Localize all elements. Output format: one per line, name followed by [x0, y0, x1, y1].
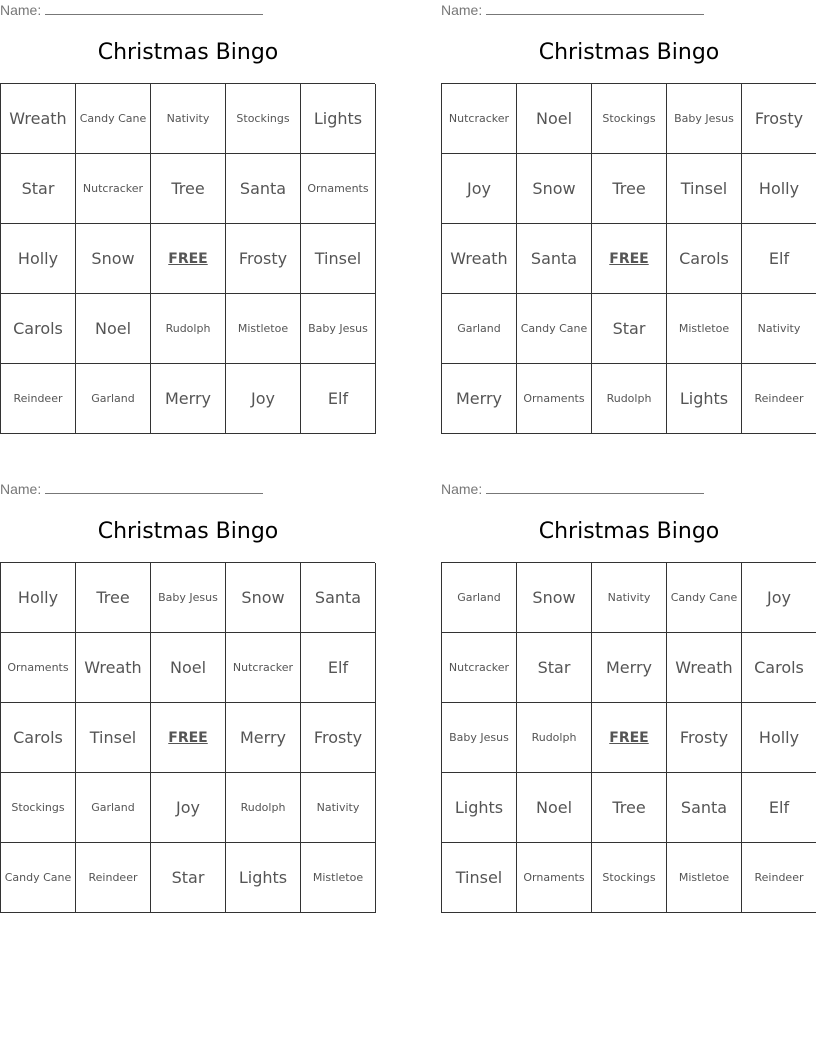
name-line: [441, 480, 704, 497]
bingo-cell: Stockings: [1, 773, 76, 843]
bingo-cell: Noel: [151, 633, 226, 703]
bingo-cell: Frosty: [226, 224, 301, 294]
bingo-cell: Holly: [742, 154, 816, 224]
name-label: Name:: [0, 481, 42, 497]
bingo-cell: Carols: [1, 294, 76, 364]
bingo-cell: Wreath: [442, 224, 517, 294]
bingo-grid: [441, 562, 816, 913]
bingo-cell: Star: [592, 294, 667, 364]
bingo-cell: Frosty: [742, 84, 816, 154]
bingo-cell: Baby Jesus: [151, 563, 226, 633]
card-title: Christmas Bingo: [538, 40, 720, 65]
bingo-cell: Nativity: [742, 294, 816, 364]
bingo-cell: Baby Jesus: [667, 84, 742, 154]
bingo-cell: Merry: [226, 703, 301, 773]
bingo-cell: Lights: [667, 364, 742, 434]
bingo-cell: Holly: [1, 563, 76, 633]
bingo-cell: Frosty: [301, 703, 376, 773]
name-line: [0, 480, 263, 497]
bingo-cell: Santa: [667, 773, 742, 843]
bingo-cell: Snow: [517, 154, 592, 224]
bingo-card: [441, 0, 816, 436]
free-space-cell: FREE: [151, 224, 226, 294]
bingo-cell: Lights: [301, 84, 376, 154]
bingo-cell: Candy Cane: [76, 84, 151, 154]
bingo-cell: Joy: [151, 773, 226, 843]
bingo-cell: Ornaments: [517, 843, 592, 913]
bingo-cell: Garland: [442, 563, 517, 633]
name-blank: [486, 1, 704, 15]
free-space-cell: FREE: [592, 224, 667, 294]
bingo-cell: Tinsel: [301, 224, 376, 294]
bingo-cell: Stockings: [592, 843, 667, 913]
bingo-cell: Nativity: [151, 84, 226, 154]
bingo-cell: Tinsel: [442, 843, 517, 913]
bingo-cell: Elf: [301, 633, 376, 703]
bingo-cell: Lights: [442, 773, 517, 843]
bingo-cell: Ornaments: [517, 364, 592, 434]
bingo-cell: Candy Cane: [1, 843, 76, 913]
bingo-cell: Tree: [592, 773, 667, 843]
name-line: [441, 1, 704, 18]
bingo-cell: Joy: [226, 364, 301, 434]
bingo-cell: Santa: [301, 563, 376, 633]
bingo-cell: Ornaments: [1, 633, 76, 703]
name-blank: [45, 480, 263, 494]
bingo-cell: Star: [151, 843, 226, 913]
bingo-grid: [0, 83, 375, 434]
bingo-cell: Noel: [517, 84, 592, 154]
bingo-card: [441, 479, 816, 915]
bingo-cell: Santa: [517, 224, 592, 294]
name-label: Name:: [441, 481, 483, 497]
card-title: Christmas Bingo: [538, 519, 720, 544]
bingo-grid: [441, 83, 816, 434]
bingo-cell: Candy Cane: [517, 294, 592, 364]
name-label: Name:: [441, 2, 483, 18]
bingo-cell: Merry: [592, 633, 667, 703]
bingo-cell: Lights: [226, 843, 301, 913]
bingo-cell: Ornaments: [301, 154, 376, 224]
bingo-cell: Nutcracker: [76, 154, 151, 224]
bingo-cell: Wreath: [667, 633, 742, 703]
bingo-cell: Noel: [517, 773, 592, 843]
bingo-cell: Reindeer: [742, 843, 816, 913]
bingo-cell: Frosty: [667, 703, 742, 773]
bingo-cell: Snow: [226, 563, 301, 633]
bingo-cell: Garland: [76, 773, 151, 843]
bingo-cell: Star: [517, 633, 592, 703]
bingo-cell: Holly: [1, 224, 76, 294]
bingo-cell: Mistletoe: [667, 294, 742, 364]
bingo-cell: Holly: [742, 703, 816, 773]
bingo-card: [0, 479, 376, 915]
bingo-cell: Garland: [76, 364, 151, 434]
bingo-cell: Elf: [742, 773, 816, 843]
name-blank: [486, 480, 704, 494]
bingo-cell: Joy: [742, 563, 816, 633]
bingo-cell: Stockings: [226, 84, 301, 154]
bingo-cell: Santa: [226, 154, 301, 224]
bingo-cell: Reindeer: [742, 364, 816, 434]
bingo-grid: [0, 562, 375, 913]
bingo-cell: Carols: [667, 224, 742, 294]
bingo-cell: Noel: [76, 294, 151, 364]
free-space-cell: FREE: [151, 703, 226, 773]
bingo-cell: Mistletoe: [301, 843, 376, 913]
bingo-cell: Carols: [1, 703, 76, 773]
bingo-cell: Rudolph: [592, 364, 667, 434]
bingo-cell: Nativity: [592, 563, 667, 633]
bingo-cell: Elf: [742, 224, 816, 294]
bingo-cell: Elf: [301, 364, 376, 434]
bingo-cell: Mistletoe: [667, 843, 742, 913]
bingo-cell: Reindeer: [76, 843, 151, 913]
bingo-cell: Joy: [442, 154, 517, 224]
bingo-card: [0, 0, 376, 436]
bingo-cell: Rudolph: [517, 703, 592, 773]
bingo-cell: Stockings: [592, 84, 667, 154]
bingo-cell: Wreath: [76, 633, 151, 703]
name-label: Name:: [0, 2, 42, 18]
bingo-cell: Reindeer: [1, 364, 76, 434]
bingo-cell: Nutcracker: [442, 84, 517, 154]
name-line: [0, 1, 263, 18]
card-title: Christmas Bingo: [97, 40, 279, 65]
bingo-cell: Nutcracker: [442, 633, 517, 703]
bingo-cell: Mistletoe: [226, 294, 301, 364]
bingo-cell: Wreath: [1, 84, 76, 154]
bingo-cell: Tree: [76, 563, 151, 633]
bingo-cell: Baby Jesus: [301, 294, 376, 364]
bingo-cell: Star: [1, 154, 76, 224]
bingo-cell: Garland: [442, 294, 517, 364]
bingo-cell: Tinsel: [667, 154, 742, 224]
free-space-cell: FREE: [592, 703, 667, 773]
bingo-cell: Tree: [151, 154, 226, 224]
bingo-cell: Carols: [742, 633, 816, 703]
bingo-cell: Nativity: [301, 773, 376, 843]
bingo-cell: Baby Jesus: [442, 703, 517, 773]
card-title: Christmas Bingo: [97, 519, 279, 544]
name-blank: [45, 1, 263, 15]
bingo-cell: Nutcracker: [226, 633, 301, 703]
bingo-cell: Tree: [592, 154, 667, 224]
bingo-cell: Tinsel: [76, 703, 151, 773]
bingo-cell: Candy Cane: [667, 563, 742, 633]
bingo-cell: Rudolph: [226, 773, 301, 843]
bingo-cell: Rudolph: [151, 294, 226, 364]
bingo-cell: Snow: [517, 563, 592, 633]
bingo-cell: Merry: [151, 364, 226, 434]
bingo-cell: Merry: [442, 364, 517, 434]
bingo-cell: Snow: [76, 224, 151, 294]
